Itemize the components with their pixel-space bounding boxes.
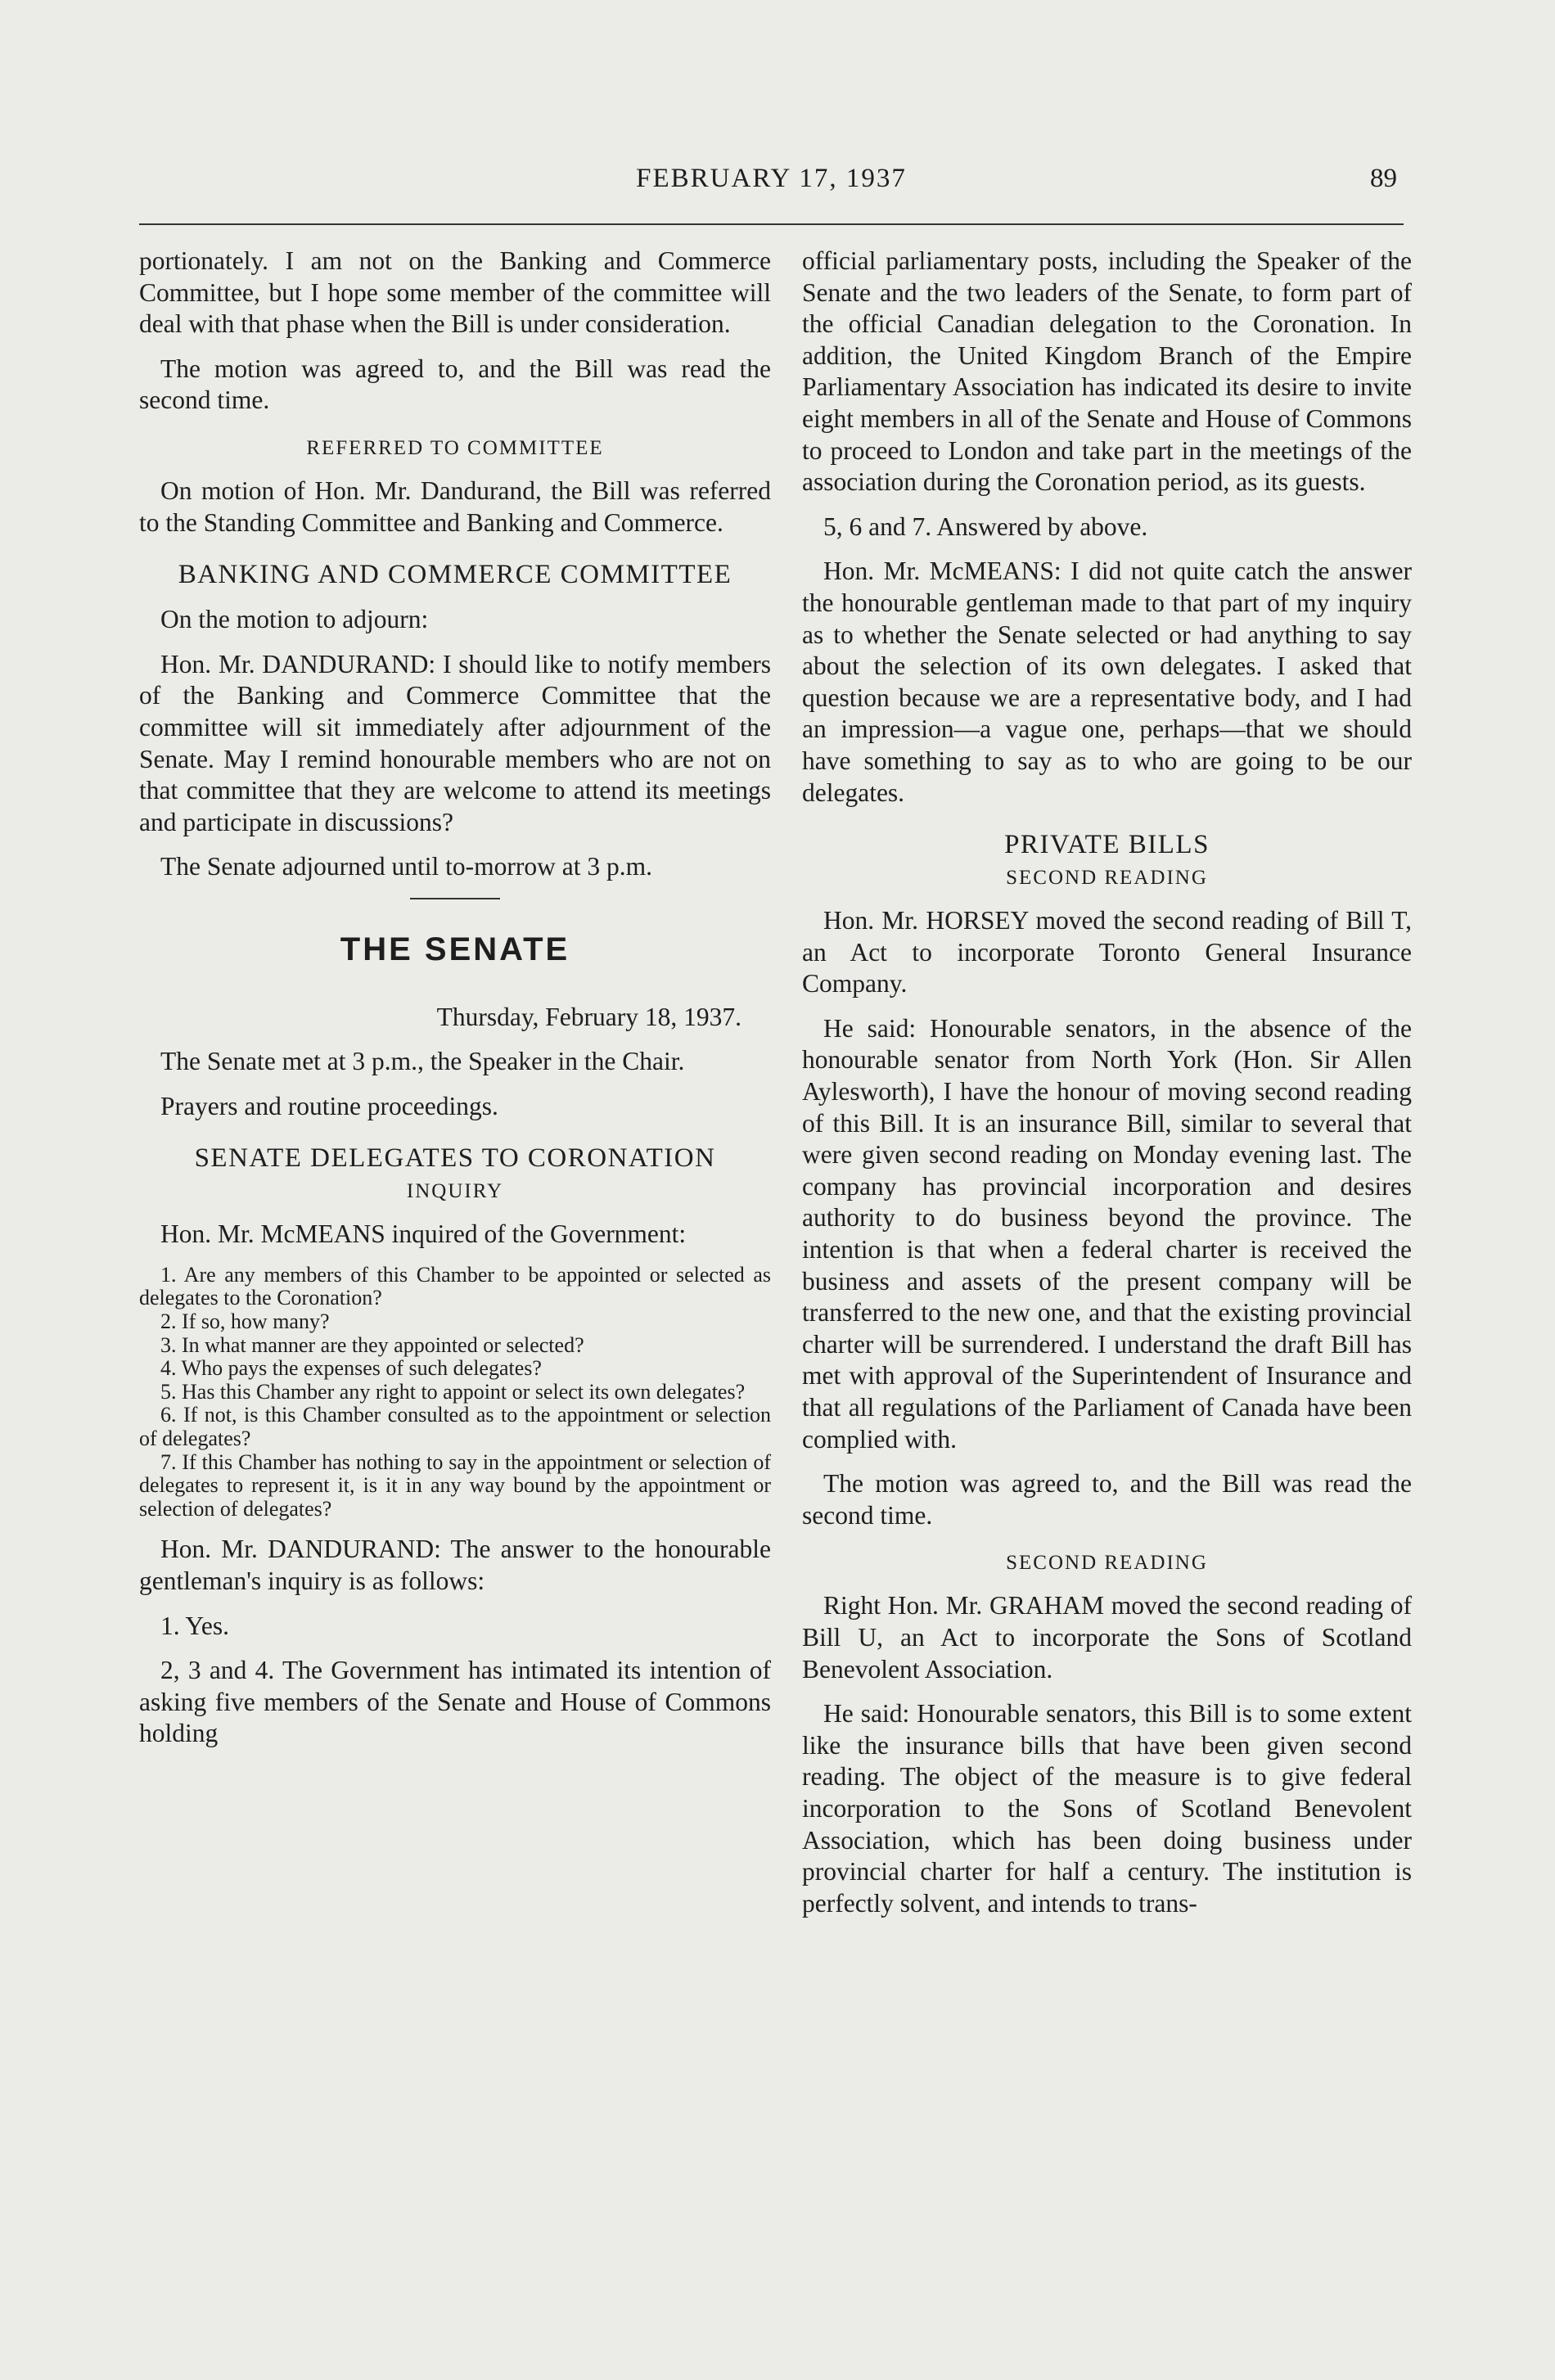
paragraph: 1. Yes. — [160, 1611, 230, 1640]
paragraph: On motion of Hon. Mr. Dandurand, the Bill was referred to the Standing Committee and Banking and Commerce. — [139, 476, 771, 537]
paragraph: 5, 6 and 7. Answered by above. — [823, 512, 1148, 541]
paragraph: On the motion to adjourn: — [160, 605, 429, 634]
heading-senate-delegates: SENATE DELEGATES TO CORONATION — [194, 1143, 716, 1174]
paragraph: The Senate met at 3 p.m., the Speaker in the Chair. — [160, 1047, 685, 1076]
subheading-inquiry: INQUIRY — [406, 1180, 504, 1203]
subheading-second-reading: SECOND READING — [1006, 1552, 1208, 1575]
heading-banking-committee: BANKING AND COMMERCE COMMITTEE — [178, 560, 732, 590]
paragraph: He said: Honourable senators, in the absence of the honourable senator from North York (Hon. Sir Allen Aylesworth), I have the honour of moving second reading of this Bill. It is an insurance Bill, similar to several that were given second reading on Monday evening last. The company has provincial incorporation and desires authority to do business beyond the province. The intention is that when a federal charter is received the business and assets of the present company will be transferred to the new one, and that the existing provincial charter will be surrendered. I understand the draft Bill has met with approval of the Superintendent of Insurance and that all regulations of the Parliament of Canada have been complied with. — [802, 1013, 1412, 1454]
paragraph: Hon. Mr. HORSEY moved the second reading of Bill T, an Act to incorporate Toronto General Insurance Company. — [802, 906, 1412, 998]
paragraph: He said: Honourable senators, this Bill is to some extent like the insurance bills that have been given second reading. The object of the measure is to give federal incorporation to the Sons of Scotland Benevolent Association, which has been doing business under provincial charter for half a century. The institution is perfectly solvent, and intends to trans- — [802, 1699, 1412, 1918]
inquiry-question: 4. Who pays the expenses of such delegates? — [160, 1356, 542, 1381]
paragraph: The motion was agreed to, and the Bill was read the second time. — [802, 1469, 1412, 1530]
paragraph: The Senate adjourned until to-morrow at 3 p.m. — [160, 852, 652, 881]
section-divider — [410, 898, 500, 899]
paragraph: Hon. Mr. DANDURAND: I should like to notify members of the Banking and Commerce Committee that the committee will sit immediately after adjournment of the Senate. May I remind honourable members who are not on that committee that they are welcome to attend its meetings and participate in discussions? — [139, 649, 771, 836]
right-column — [802, 246, 1412, 1932]
paragraph: 2, 3 and 4. The Government has intimated its intention of asking five members of the Senate and House of Commons holding — [139, 1656, 771, 1748]
inquiry-question: 2. If so, how many? — [160, 1309, 330, 1334]
paragraph: Right Hon. Mr. GRAHAM moved the second reading of Bill U, an Act to incorporate the Sons of Scotland Benevolent Association. — [802, 1591, 1412, 1684]
inquiry-question: 5. Has this Chamber any right to appoint or select its own delegates? — [160, 1379, 746, 1404]
inquiry-question: 7. If this Chamber has nothing to say in the appointment or selection of delegates to represent it, is it in any way bound by the appointment or selection of delegates? — [139, 1449, 771, 1521]
inquiry-question: 1. Are any members of this Chamber to be appointed or selected as delegates to the Coronation? — [139, 1262, 771, 1310]
inquiry-question: 3. In what manner are they appointed or selected? — [160, 1332, 584, 1357]
subheading-second-reading: SECOND READING — [1006, 867, 1208, 890]
left-column — [139, 246, 771, 1763]
paragraph: official parliamentary posts, including the Speaker of the Senate and the two leaders of the Senate, to form part of the official Canadian delegation to the Coronation. In addition, the United Kingdom Branch of the Empire Parliamentary Association has indicated its desire to invite eight members in all of the Senate and House of Commons to proceed to London and take part in the meetings of the association during the Coronation period, as its guests. — [802, 246, 1412, 497]
senate-title: THE SENATE — [340, 931, 570, 967]
inquiry-question: 6. If not, is this Chamber consulted as to the appointment or selection of delegates? — [139, 1403, 771, 1451]
paragraph: The motion was agreed to, and the Bill was read the second time. — [139, 354, 771, 415]
page-number: 89 — [1370, 164, 1397, 193]
paragraph: Hon. Mr. DANDURAND: The answer to the honourable gentleman's inquiry is as follows: — [139, 1535, 771, 1595]
running-head — [139, 164, 1404, 205]
header-date: FEBRUARY 17, 1937 — [636, 164, 907, 193]
paragraph: Hon. Mr. McMEANS inquired of the Government: — [160, 1219, 687, 1249]
heading-private-bills: PRIVATE BILLS — [1004, 830, 1210, 860]
sitting-date: Thursday, February 18, 1937. — [436, 1002, 741, 1031]
inquiry-questions — [139, 1264, 771, 1521]
paragraph: portionately. I am not on the Banking and Commerce Committee, but I hope some member of the committee will deal with that phase when the Bill is under consideration. — [139, 246, 771, 339]
header-rule — [139, 223, 1404, 225]
paragraph: Hon. Mr. McMEANS: I did not quite catch the answer the honourable gentleman made to that part of my inquiry as to whether the Senate selected or had anything to say about the selection of its own delegates. I asked that question because we are a representative body, and I had an impression—a vague one, perhaps—that we should have something to say as to who are going to be our delegates. — [802, 557, 1412, 807]
paragraph: Prayers and routine proceedings. — [160, 1091, 498, 1120]
subheading-referred: REFERRED TO COMMITTEE — [306, 436, 604, 459]
